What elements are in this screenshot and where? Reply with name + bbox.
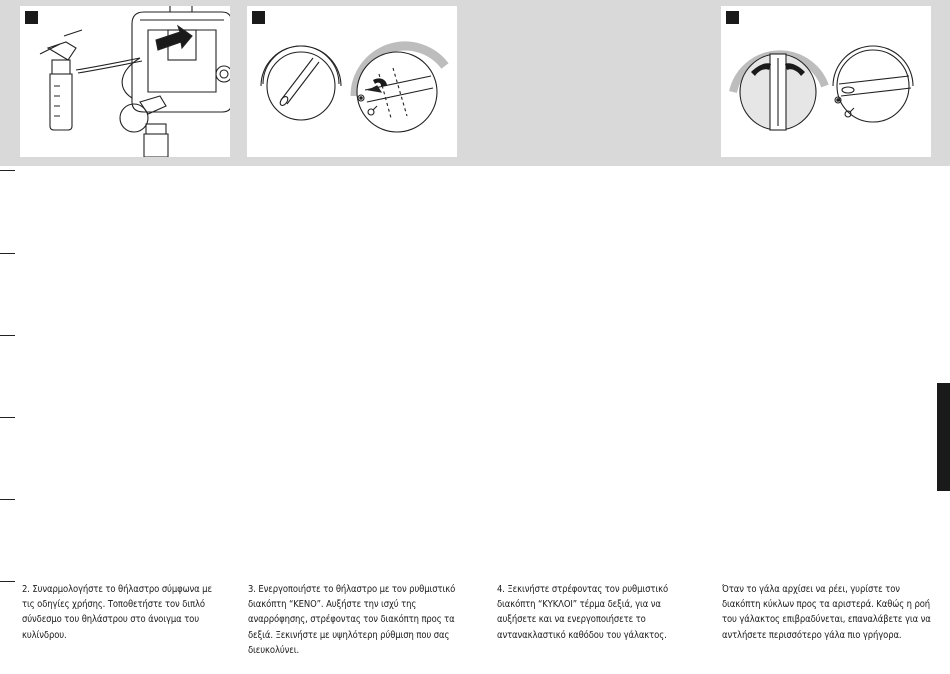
step-4b-text: Όταν το γάλα αρχίσει να ρέει, γυρίστε τον διακόπτη κύκλων προς τα αριστερά. Καθώς η ροή του γάλακτος επιβραδύνεται, επαναλάβετε για να αντλήσετε περισσότερο γάλα πιο γρήγορα. [722, 584, 931, 641]
cycle-dial-illustration-icon [721, 6, 931, 157]
margin-tick [0, 335, 15, 336]
margin-tick [0, 253, 15, 254]
vacuum-dial-illustration-icon [247, 6, 457, 157]
step-4-text: 4. Ξεκινήστε στρέφοντας τον ρυθμιστικό διακόπτη “ΚΥΚΛΟΙ” τέρμα δεξιά, για να αυξήσετε και να ενεργοποιήσετε το αντανακλαστικό καθόδου του γάλακτος. [497, 584, 669, 641]
illustration-panel-pump [20, 6, 230, 157]
margin-tick [0, 417, 15, 418]
step-3-text: 3. Ενεργοποιήστε το θήλαστρο με τον ρυθμιστικό διακόπτη “ΚΕΝΟ”. Αυξήστε την ισχύ της αναρρόφησης, στρέφοντας τον διακόπτη προς τα δεξιά. Ξεκινήστε με υψηλότερη ρύθμιση που σας διευκολύνει. [248, 584, 456, 656]
margin-tick [0, 499, 15, 500]
breast-pump-illustration-icon [20, 6, 230, 157]
language-side-tab [937, 383, 950, 491]
margin-tick [0, 581, 15, 582]
illustration-panel-vacuum [247, 6, 457, 157]
illustration-panel-cycle [721, 6, 931, 157]
margin-tick [0, 170, 15, 171]
step-2-text: 2. Συναρμολογήστε το θήλαστρο σύμφωνα με τις οδηγίες χρήσης. Τοποθετήστε τον διπλό σύνδεσμο του θηλάστρου στο άνοιγμα του κυλίνδρου. [22, 584, 212, 641]
